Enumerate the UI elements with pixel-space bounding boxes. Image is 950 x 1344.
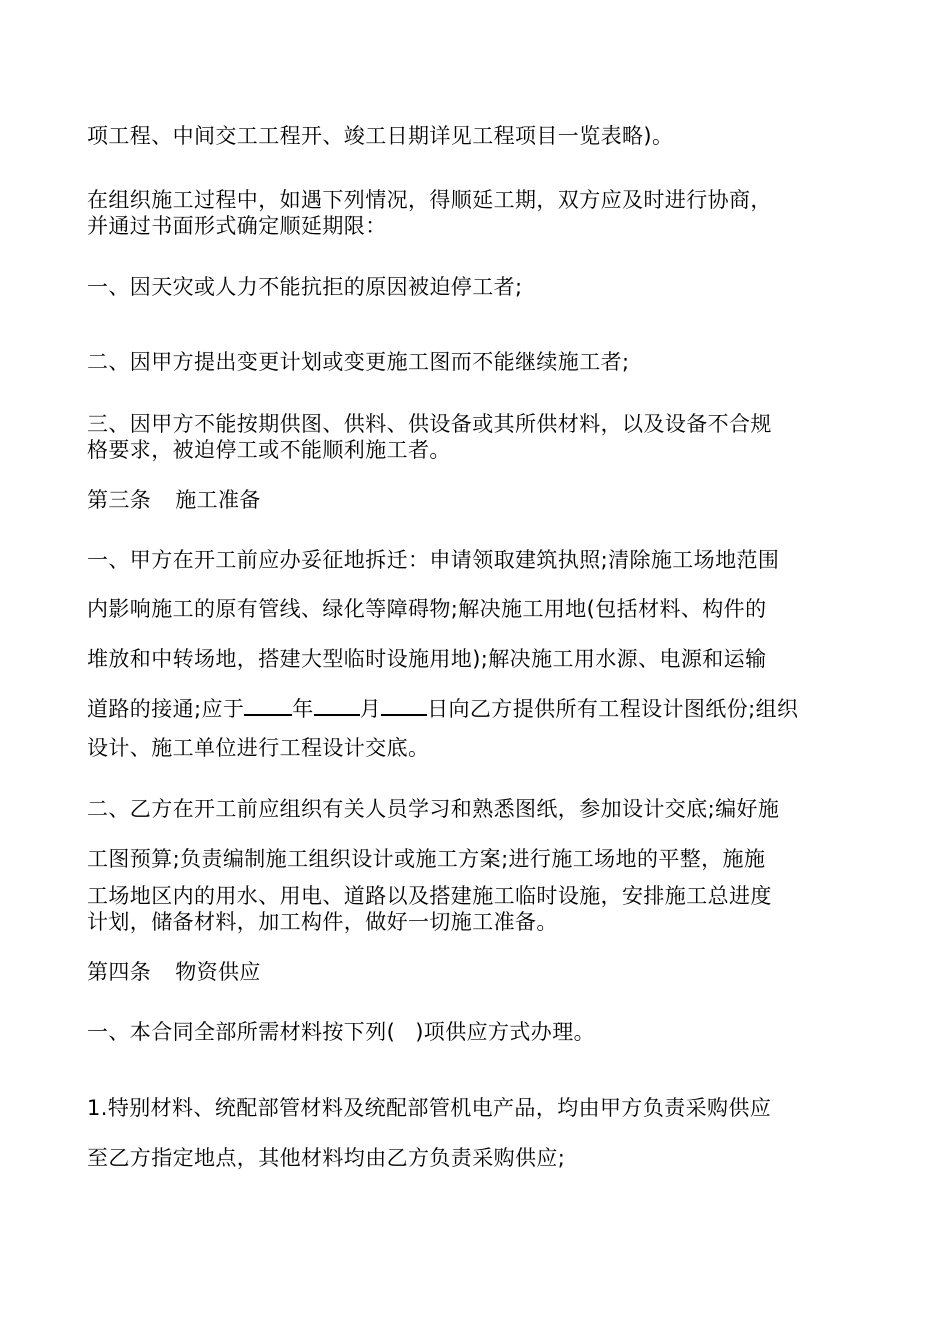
section-3-number: 第三条: [87, 488, 152, 512]
paragraph-line: 内影响施工的原有管线、绿化等障碍物;解决施工用地(包括材料、构件的: [87, 597, 767, 621]
fill-in-date-line: [87, 696, 798, 721]
list-item-1: 一、因天灾或人力不能抗拒的原因被迫停工者;: [87, 275, 523, 299]
section-3-heading: [87, 488, 261, 512]
month-blank: [314, 696, 360, 716]
section-4-heading: [87, 960, 261, 984]
paragraph-line: 设计、施工单位进行工程设计交底。: [87, 736, 430, 760]
supply-method-line: [87, 1020, 595, 1044]
section-3-title: 施工准备: [175, 488, 261, 512]
paragraph-line: 项工程、中间交工工程开、竣工日期详见工程项目一览表略)。: [87, 124, 674, 148]
date-line-suffix: 日向乙方提供所有工程设计图纸份;组织: [427, 697, 799, 721]
supply-line-suffix: )项供应方式办理。: [415, 1020, 595, 1044]
paragraph-line: 二、乙方在开工前应组织有关人员学习和熟悉图纸，参加设计交底;编好施: [87, 797, 780, 821]
list-item-3-cont: 格要求，被迫停工或不能顺利施工者。: [87, 438, 451, 462]
paragraph-line: 在组织施工过程中，如遇下列情况，得顺延工期，双方应及时进行协商，: [87, 188, 772, 212]
paragraph-line: 计划，储备材料，加工构件，做好一切施工准备。: [87, 910, 558, 934]
paragraph-line: 一、甲方在开工前应办妥征地拆迁：申请领取建筑执照;清除施工场地范围: [87, 548, 780, 572]
list-item-2: 二、因甲方提出变更计划或变更施工图而不能继续施工者;: [87, 350, 630, 374]
paragraph-line: 堆放和中转场地，搭建大型临时设施用地);解决施工用水源、电源和运输: [87, 647, 767, 671]
month-label: 月: [359, 697, 382, 721]
year-label: 年: [292, 697, 314, 721]
day-blank: [381, 696, 427, 716]
year-blank: [244, 696, 292, 716]
paragraph-line: 1.特别材料、统配部管材料及统配部管机电产品，均由甲方负责采购供应: [87, 1096, 772, 1120]
paragraph-line: 工场地区内的用水、用电、道路以及搭建施工临时设施，安排施工总进度: [87, 884, 772, 908]
paragraph-line: 至乙方指定地点，其他材料均由乙方负责采购供应;: [87, 1146, 566, 1170]
list-item-3: 三、因甲方不能按期供图、供料、供设备或其所供材料，以及设备不合规: [87, 412, 772, 436]
section-4-number: 第四条: [87, 960, 152, 984]
date-line-prefix: 道路的接通;应于: [87, 697, 245, 721]
paragraph-line: 并通过书面形式确定顺延期限：: [87, 214, 387, 238]
supply-line-prefix: 一、本合同全部所需材料按下列(: [87, 1020, 396, 1044]
paragraph-line: 工图预算;负责编制施工组织设计或施工方案;进行施工场地的平整，施施: [87, 847, 766, 871]
section-4-title: 物资供应: [175, 960, 261, 984]
